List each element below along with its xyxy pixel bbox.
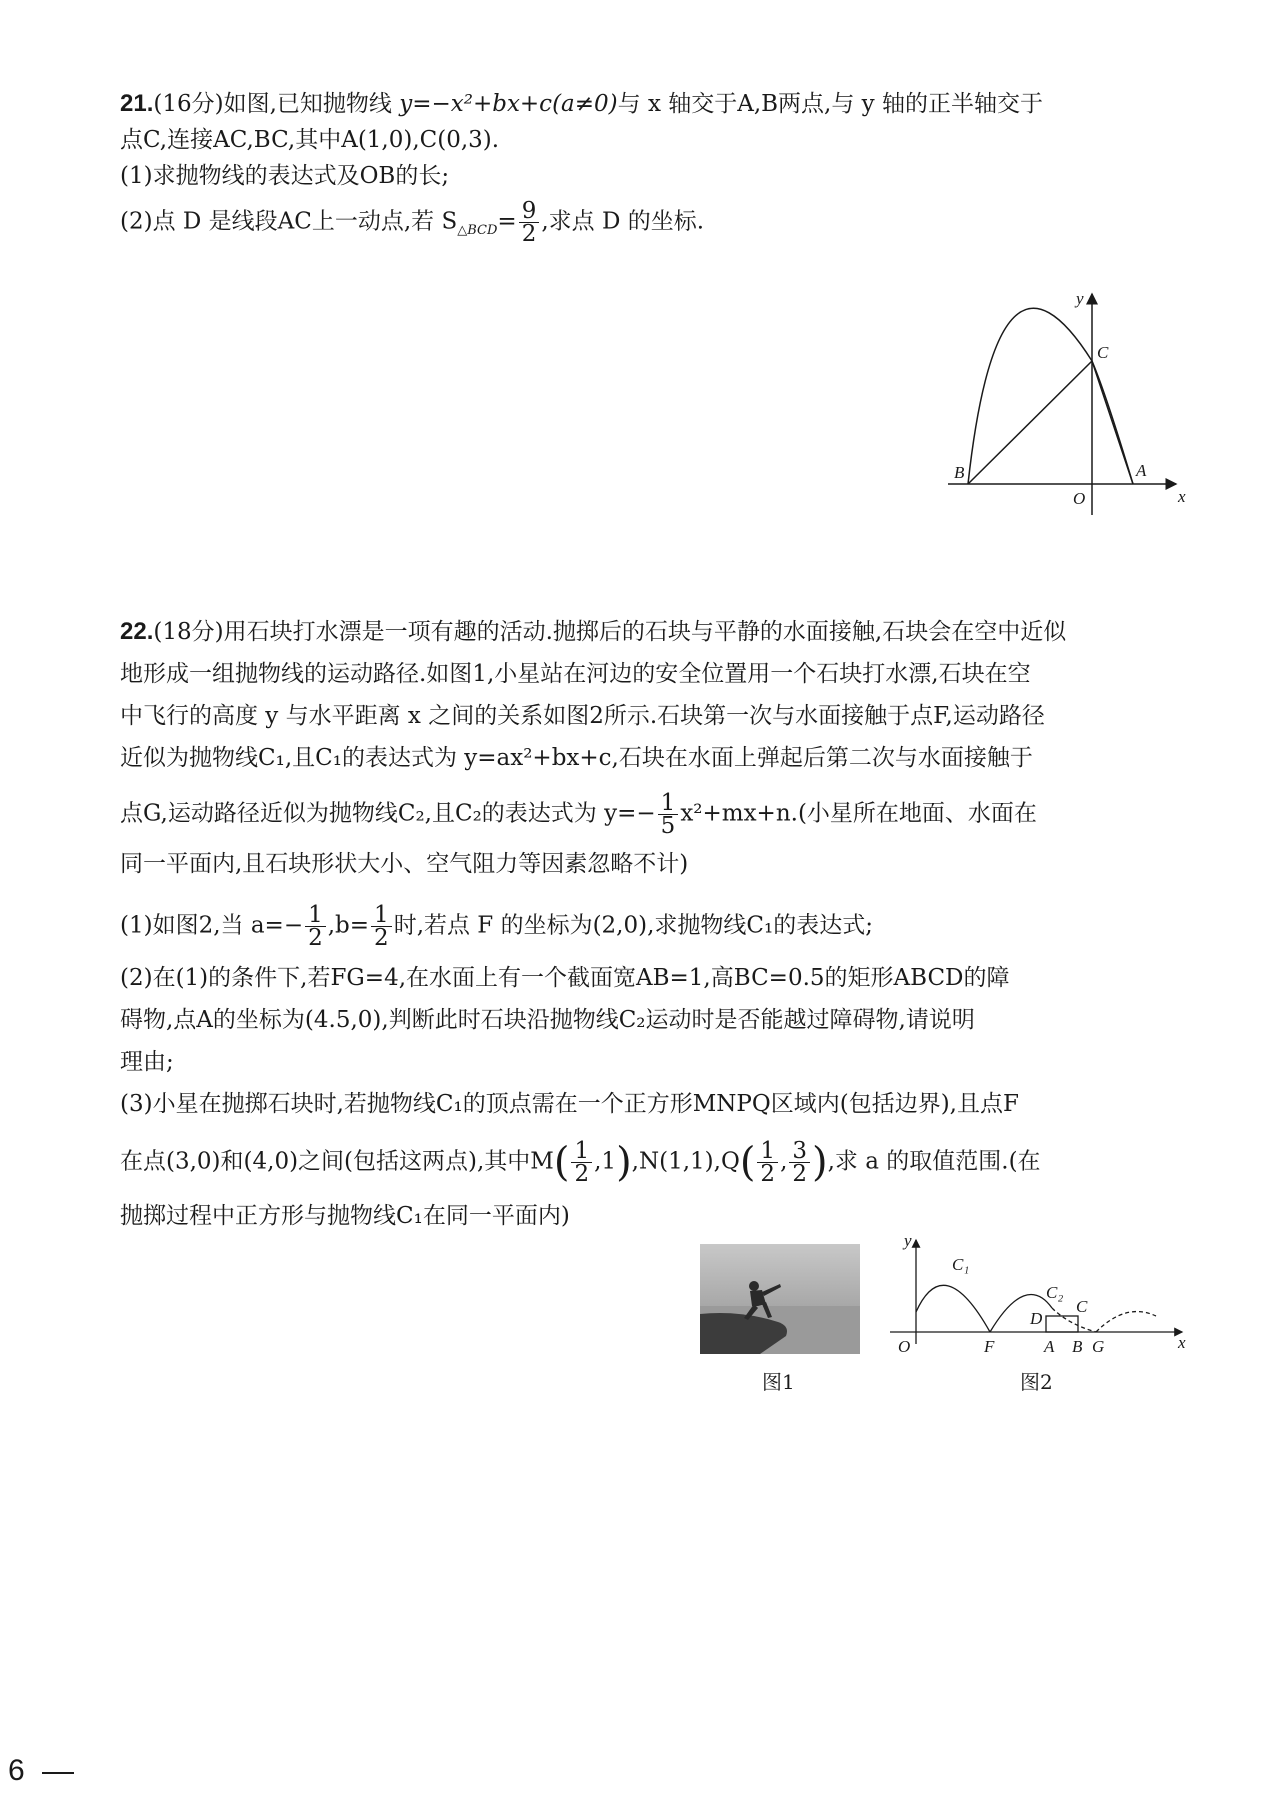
fraction-denominator: 2 xyxy=(792,1161,808,1187)
q22-part1-text: (1)如图2,当 a=− xyxy=(120,912,304,939)
q21-line2: 点C,连接AC,BC,其中A(1,0),C(0,3). xyxy=(120,127,500,153)
fig2-origin-label: O xyxy=(898,1337,911,1356)
q22-line3: 中飞行的高度 y 与水平距离 x 之间的关系如图2所示.石块第一次与水面接触于点F,运动路径 xyxy=(120,703,1045,729)
figure1-photo xyxy=(700,1244,860,1354)
fraction-one-fifth xyxy=(658,792,679,837)
page-number-dash xyxy=(42,1772,74,1774)
q22-line6: 同一平面内,且石块形状大小、空气阻力等因素忽略不计) xyxy=(120,851,689,877)
point-b-label: B xyxy=(1072,1337,1083,1356)
q22-line4: 近似为抛物线C₁,且C₁的表达式为 y=ax²+bx+c,石块在水面上弹起后第二次与水面接触于 xyxy=(120,745,1033,771)
origin-label: O xyxy=(1073,489,1086,508)
curve-c3-dashed xyxy=(1096,1312,1156,1332)
figure2-caption: 图2 xyxy=(1020,1370,1053,1394)
figure1-caption: 图1 xyxy=(762,1370,795,1394)
point-a-label: A xyxy=(1136,461,1147,480)
segment-bc xyxy=(968,361,1092,484)
q21-number: 21. xyxy=(120,90,154,117)
point-g-label: G xyxy=(1092,1337,1105,1356)
fraction-m-x xyxy=(571,1140,592,1185)
fraction-numerator: 1 xyxy=(571,1140,592,1163)
q22-line2: 地形成一组抛物线的运动路径.如图1,小星站在河边的安全位置用一个石块打水漂,石块在空 xyxy=(120,661,1031,687)
y-label: y xyxy=(1076,290,1084,308)
c1-label: C₁ xyxy=(952,1255,970,1274)
fig2-y-label: y xyxy=(904,1232,912,1250)
q22-part1-end: 时,若点 F 的坐标为(2,0),求抛物线C₁的表达式; xyxy=(393,912,873,939)
page-number: 6 xyxy=(8,1754,25,1787)
q21-score: (16分) xyxy=(153,91,224,117)
fraction-numerator: 3 xyxy=(789,1140,810,1163)
q22-part3-line3: 抛掷过程中正方形与抛物线C₁在同一平面内) xyxy=(120,1203,570,1229)
q21-expression: y=−x²+bx+c(a≠0) xyxy=(399,91,618,117)
q22-line5-end: x²+mx+n.(小星所在地面、水面在 xyxy=(680,800,1037,827)
c2-label: C₂ xyxy=(1046,1283,1064,1302)
q22-part3-mid: ,N(1,1),Q xyxy=(631,1148,740,1175)
q21-part2-sub: △BCD xyxy=(457,223,498,239)
fraction-a xyxy=(305,904,326,949)
fraction-q-x xyxy=(757,1140,778,1185)
q22-part3-line2: 在点(3,0)和(4,0)之间(包括这两点),其中M( $\frac{1}{2}$ ,1),N(1,1),Q( $\frac{1}{2}$ , $\frac{3}{2}$ ),求 a 的取值范围.(在 xyxy=(120,1138,1041,1187)
point-f-label: F xyxy=(984,1337,995,1356)
q21-part1: (1)求抛物线的表达式及OB的长; xyxy=(120,163,450,189)
obstacle-rectangle xyxy=(1046,1316,1078,1332)
q22-part1 xyxy=(120,904,873,949)
q22-part3-end: ,求 a 的取值范围.(在 xyxy=(827,1148,1041,1175)
q22-line1-text: 用石块打水漂是一项有趣的活动.抛掷后的石块与平静的水面接触,石块会在空中近似 xyxy=(223,619,1067,645)
point-a-label: A xyxy=(1044,1337,1055,1356)
curve-c2-solid xyxy=(990,1295,1052,1333)
q22-line5 xyxy=(120,792,1037,837)
point-c-label: C xyxy=(1076,1297,1088,1316)
q21-intro: 如图,已知抛物线 xyxy=(223,91,392,117)
q21-part2-end: ,求点 D 的坐标. xyxy=(541,208,705,235)
q22-part3-text: 在点(3,0)和(4,0)之间(包括这两点),其中M xyxy=(120,1148,554,1175)
fraction-denominator: 5 xyxy=(660,813,676,839)
q22-part2-line3: 理由; xyxy=(120,1049,174,1075)
fraction-numerator: 1 xyxy=(371,904,392,927)
curve-c1 xyxy=(916,1285,990,1332)
fraction-numerator: 1 xyxy=(305,904,326,927)
fraction-denominator: 2 xyxy=(521,221,537,247)
fraction-denominator: 2 xyxy=(374,925,389,951)
q22-line5-text: 点G,运动路径近似为抛物线C₂,且C₂的表达式为 y=− xyxy=(120,800,656,827)
fraction-denominator: 2 xyxy=(760,1161,776,1187)
q21-parabola-figure xyxy=(940,290,1200,520)
q21-line1 xyxy=(120,88,1043,120)
q22-number: 22. xyxy=(120,618,154,645)
curve-c2-dashed xyxy=(1052,1308,1096,1332)
fraction-nine-halves xyxy=(519,200,540,245)
fig2-x-label: x xyxy=(1178,1333,1186,1352)
x-label: x xyxy=(1178,487,1186,506)
fraction-q-y xyxy=(789,1140,810,1185)
q21-part2-eq: = xyxy=(497,208,517,235)
q22-part3-line1: (3)小星在抛掷石块时,若抛物线C₁的顶点需在一个正方形MNPQ区域内(包括边界),且点F xyxy=(120,1091,1019,1117)
point-d-label: D xyxy=(1030,1309,1043,1328)
point-c-label: C xyxy=(1097,343,1109,362)
fraction-b xyxy=(371,904,392,949)
q21-part2 xyxy=(120,200,704,247)
point-m-tail: ,1 xyxy=(594,1148,617,1175)
fraction-numerator: 1 xyxy=(757,1140,778,1163)
point-b-label: B xyxy=(954,463,965,482)
q21-intro-rest: 与 x 轴交于A,B两点,与 y 轴的正半轴交于 xyxy=(617,91,1043,117)
fraction-numerator: 1 xyxy=(658,792,679,815)
fraction-denominator: 2 xyxy=(308,925,323,951)
q22-line1 xyxy=(120,616,1066,648)
parabola-curve xyxy=(968,308,1133,484)
q22-part2-line1: (2)在(1)的条件下,若FG=4,在水面上有一个截面宽AB=1,高BC=0.5的矩形ABCD的障 xyxy=(120,965,1010,991)
figure2-diagram xyxy=(886,1232,1196,1362)
segment-ac xyxy=(1092,361,1133,484)
q22-part1-b: ,b= xyxy=(327,912,370,939)
fraction-numerator: 9 xyxy=(519,200,540,223)
fraction-denominator: 2 xyxy=(574,1161,590,1187)
q22-score: (18分) xyxy=(153,619,224,645)
q22-part2-line2: 碍物,点A的坐标为(4.5,0),判断此时石块沿抛物线C₂运动时是否能越过障碍物,请说明 xyxy=(120,1007,975,1033)
q21-part2-text: (2)点 D 是线段AC上一动点,若 S xyxy=(120,208,458,235)
